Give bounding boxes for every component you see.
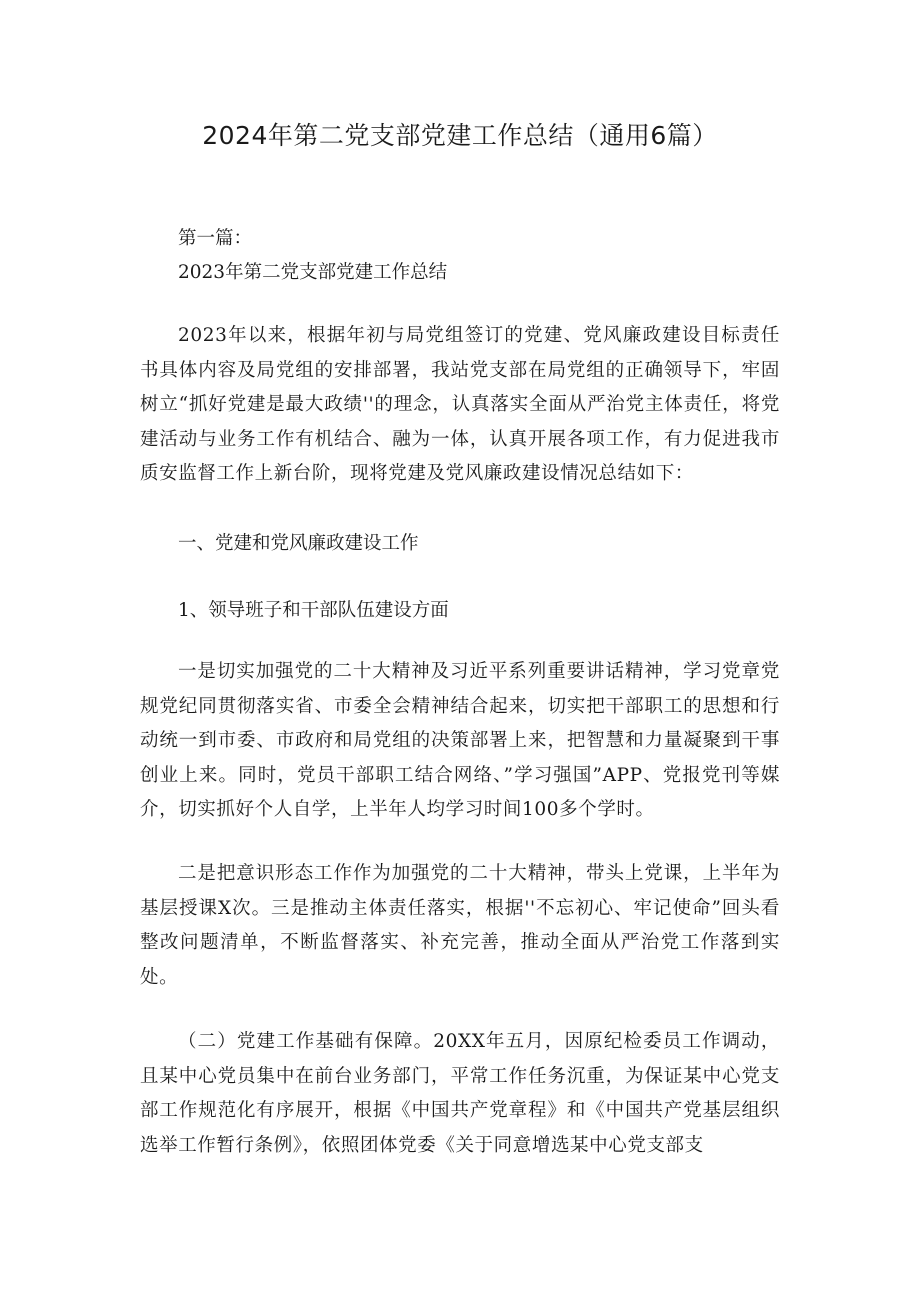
intro-paragraph: 2023年以来，根据年初与局党组签订的党建、党风廉政建设目标责任书具体内容及局党组的安排部署，我站党支部在局党组的正确领导下，牢固树立“抓好党建是最大政绩''的理念，认真落实全面从严治党主体责任，将党建活动与业务工作有机结合、融为一体，认真开展各项工作，有力促进我市质安监督工作上新台阶，现将党建及党风廉政建设情况总结如下： bbox=[140, 325, 780, 484]
paragraph-ideology: 二是把意识形态工作作为加强党的二十大精神，带头上党课，上半年为基层授课X次。三是推动主体责任落实，根据''不忘初心、牢记使命”回头看整改问题清单，不断监督落实、补充完善，推动全面从严治党工作落到实处。 bbox=[140, 863, 780, 988]
paragraph-study: 一是切实加强党的二十大精神及习近平系列重要讲话精神，学习党章党规党纪同贯彻落实省、市委全会精神结合起来，切实把干部职工的思想和行动统一到市委、市政府和局党组的决策部署上来，把智慧和力量凝聚到干事创业上来。同时，党员干部职工结合网络、”学习强国”APP、党报党刊等媒介，切实抓好个人自学，上半年人均学习时间100多个学时。 bbox=[140, 661, 780, 820]
heading-leadership: 1、领导班子和干部队伍建设方面 bbox=[178, 600, 449, 621]
section-label: 第一篇： bbox=[178, 228, 253, 249]
section-title: 2023年第二党支部党建工作总结 bbox=[178, 262, 448, 283]
document-title: 2024年第二党支部党建工作总结（通用6篇） bbox=[202, 121, 718, 150]
heading-party-building: 一、党建和党风廉政建设工作 bbox=[178, 533, 419, 554]
paragraph-foundation: （二）党建工作基础有保障。20XX年五月，因原纪检委员工作调动，且某中心党员集中在前台业务部门，平常工作任务沉重，为保证某中心党支部工作规范化有序展开，根据《中国共产党章程》和《中国共产党基层组织选举工作暂行条例》，依照团体党委《关于同意增选某中心党支部支 bbox=[140, 1031, 780, 1156]
